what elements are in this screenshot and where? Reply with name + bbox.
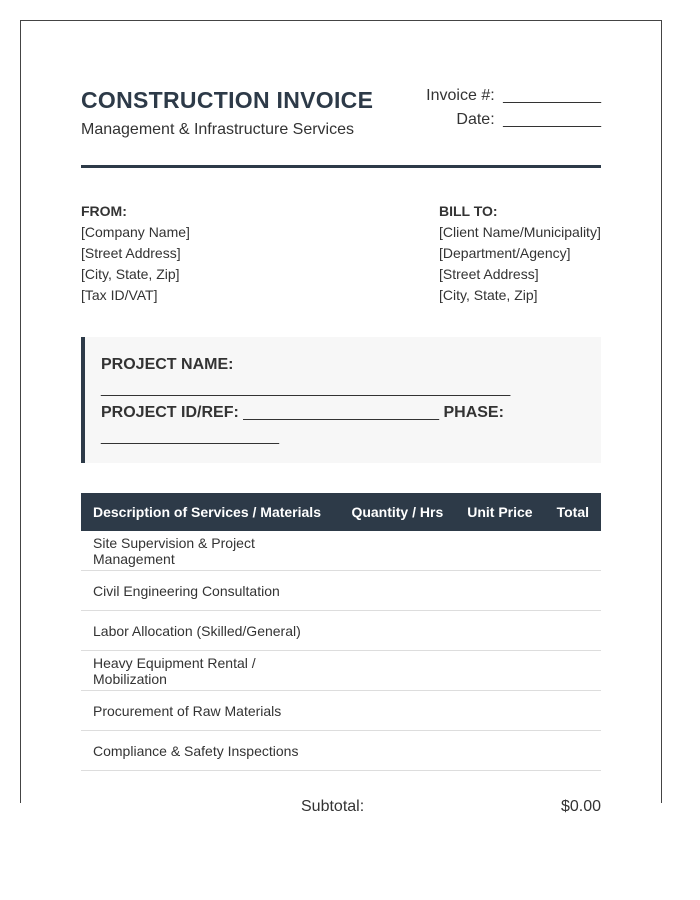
invoice-meta	[426, 84, 601, 132]
row-total-cell[interactable]	[545, 611, 601, 651]
invoice-date-field[interactable]: ___________	[503, 111, 601, 128]
row-description: Procurement of Raw Materials	[81, 691, 339, 731]
header-total: Total	[556, 504, 589, 520]
row-total-cell[interactable]	[545, 571, 601, 611]
bill-to-label: BILL TO:	[439, 203, 498, 219]
header-unit-price: Unit Price	[467, 504, 533, 520]
row-total-cell[interactable]	[545, 691, 601, 731]
table-row	[81, 731, 601, 771]
from-street-address: [Street Address]	[81, 245, 181, 261]
row-unit-price-cell[interactable]	[455, 611, 544, 651]
project-name-line-row	[101, 377, 601, 401]
table-row	[81, 691, 601, 731]
row-quantity-cell[interactable]	[339, 611, 455, 651]
row-unit-price-cell[interactable]	[455, 691, 544, 731]
bill-to-city-state-zip: [City, State, Zip]	[439, 287, 538, 303]
bill-to-street-address: [Street Address]	[439, 266, 539, 282]
row-quantity-cell[interactable]	[339, 531, 455, 571]
from-tax-id: [Tax ID/VAT]	[81, 287, 158, 303]
row-description: Civil Engineering Consultation	[81, 571, 339, 611]
table-header-row	[81, 493, 601, 531]
bill-to-block	[439, 201, 601, 306]
from-company-name: [Company Name]	[81, 224, 190, 240]
row-total-cell[interactable]	[545, 531, 601, 571]
row-unit-price-cell[interactable]	[455, 531, 544, 571]
row-total-cell[interactable]	[545, 731, 601, 771]
row-unit-price-cell[interactable]	[455, 731, 544, 771]
subtotal-row	[81, 771, 601, 815]
invoice-number-field[interactable]: ___________	[503, 87, 601, 104]
header-description: Description of Services / Materials	[93, 504, 321, 520]
row-description: Compliance & Safety Inspections	[81, 731, 339, 771]
table-row	[81, 651, 601, 691]
project-name-label: PROJECT NAME:	[101, 356, 234, 373]
subtotal-label: Subtotal:	[301, 798, 365, 815]
row-description: Heavy Equipment Rental / Mobilization	[81, 651, 339, 691]
row-quantity-cell[interactable]	[339, 651, 455, 691]
project-id-field[interactable]: ______________________	[243, 404, 440, 421]
invoice-date-row	[426, 108, 601, 132]
bill-to-client-name: [Client Name/Municipality]	[439, 224, 601, 240]
services-table	[81, 493, 601, 771]
invoice-number-label: Invoice #:	[426, 87, 495, 104]
table-row	[81, 611, 601, 651]
invoice-number-row	[426, 84, 601, 108]
table-row	[81, 571, 601, 611]
invoice-title: CONSTRUCTION INVOICE	[81, 87, 374, 113]
project-info-box	[81, 337, 601, 463]
parties-section	[81, 168, 601, 303]
phase-field[interactable]: ____________________	[101, 428, 279, 445]
invoice-page	[20, 20, 662, 815]
row-description: Labor Allocation (Skilled/General)	[81, 611, 339, 651]
invoice-subtitle: Management & Infrastructure Services	[81, 121, 355, 138]
subtotal-value: $0.00	[560, 798, 601, 815]
project-id-row	[101, 401, 601, 425]
invoice-content	[81, 81, 601, 815]
from-block	[81, 201, 190, 306]
phase-line-row	[101, 425, 601, 449]
row-total-cell[interactable]	[545, 651, 601, 691]
table-row	[81, 531, 601, 571]
invoice-date-label: Date:	[456, 111, 495, 128]
from-city-state-zip: [City, State, Zip]	[81, 266, 180, 282]
row-quantity-cell[interactable]	[339, 731, 455, 771]
row-description: Site Supervision & Project Management	[81, 531, 339, 571]
from-label: FROM:	[81, 203, 127, 219]
row-quantity-cell[interactable]	[339, 571, 455, 611]
header-quantity: Quantity / Hrs	[351, 504, 444, 520]
phase-label: PHASE:	[443, 404, 504, 421]
row-unit-price-cell[interactable]	[455, 651, 544, 691]
row-quantity-cell[interactable]	[339, 691, 455, 731]
bill-to-department: [Department/Agency]	[439, 245, 571, 261]
project-id-label: PROJECT ID/REF:	[101, 404, 239, 421]
project-name-field[interactable]: ______________________________________________	[101, 380, 511, 397]
row-unit-price-cell[interactable]	[455, 571, 544, 611]
project-name-row	[101, 353, 601, 377]
invoice-header	[81, 81, 601, 168]
